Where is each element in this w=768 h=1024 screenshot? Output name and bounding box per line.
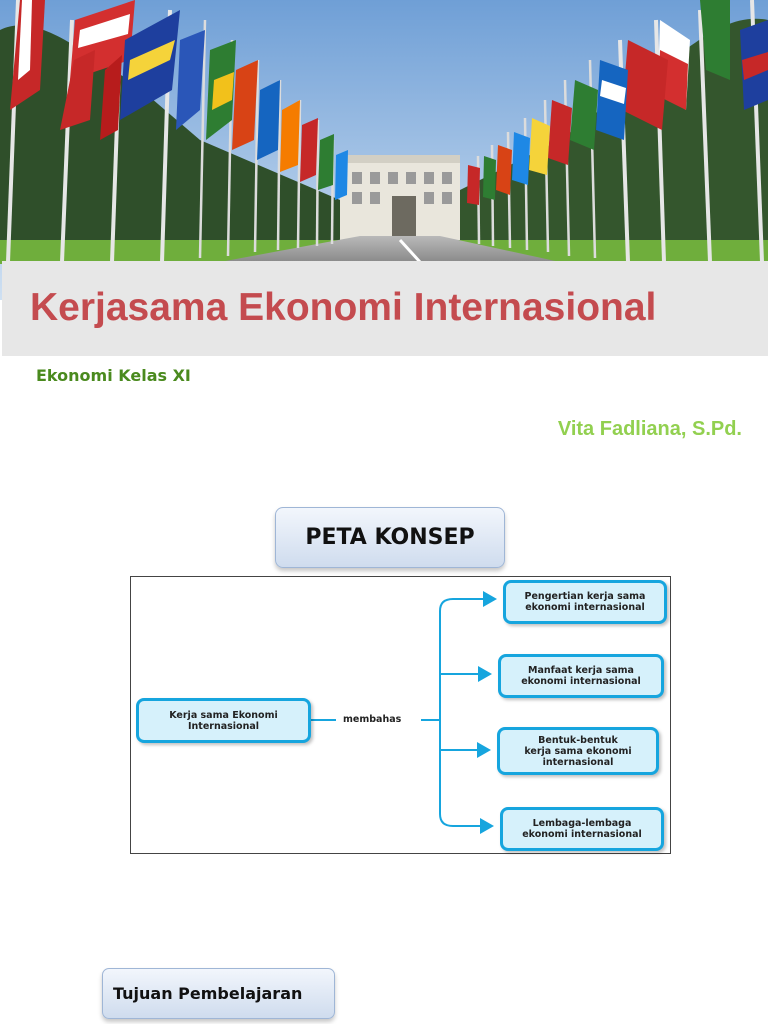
concept-relation-label: membahas <box>343 714 402 725</box>
concept-node-manfaat: Manfaat kerja sama ekonomi internasional <box>498 654 664 698</box>
connector-trunk <box>440 599 453 826</box>
tujuan-pembelajaran-label: Tujuan Pembelajaran <box>102 968 335 1019</box>
subtitle: Ekonomi Kelas XI <box>36 366 191 385</box>
hero-photo <box>0 0 768 300</box>
concept-map <box>130 576 671 854</box>
concept-node-pengertian: Pengertian kerja sama ekonomi internasional <box>503 580 667 624</box>
concept-node-root: Kerja sama Ekonomi Internasional <box>136 698 311 743</box>
concept-node-bentuk: Bentuk-bentuk kerja sama ekonomi internasional <box>497 727 659 775</box>
concept-node-lembaga: Lembaga-lembaga ekonomi internasional <box>500 807 664 851</box>
flags-avenue-illustration <box>0 0 768 300</box>
page-title: Kerjasama Ekonomi Internasional <box>30 286 657 329</box>
author-name: Vita Fadliana, S.Pd. <box>557 418 742 440</box>
peta-konsep-label: PETA KONSEP <box>275 507 505 568</box>
